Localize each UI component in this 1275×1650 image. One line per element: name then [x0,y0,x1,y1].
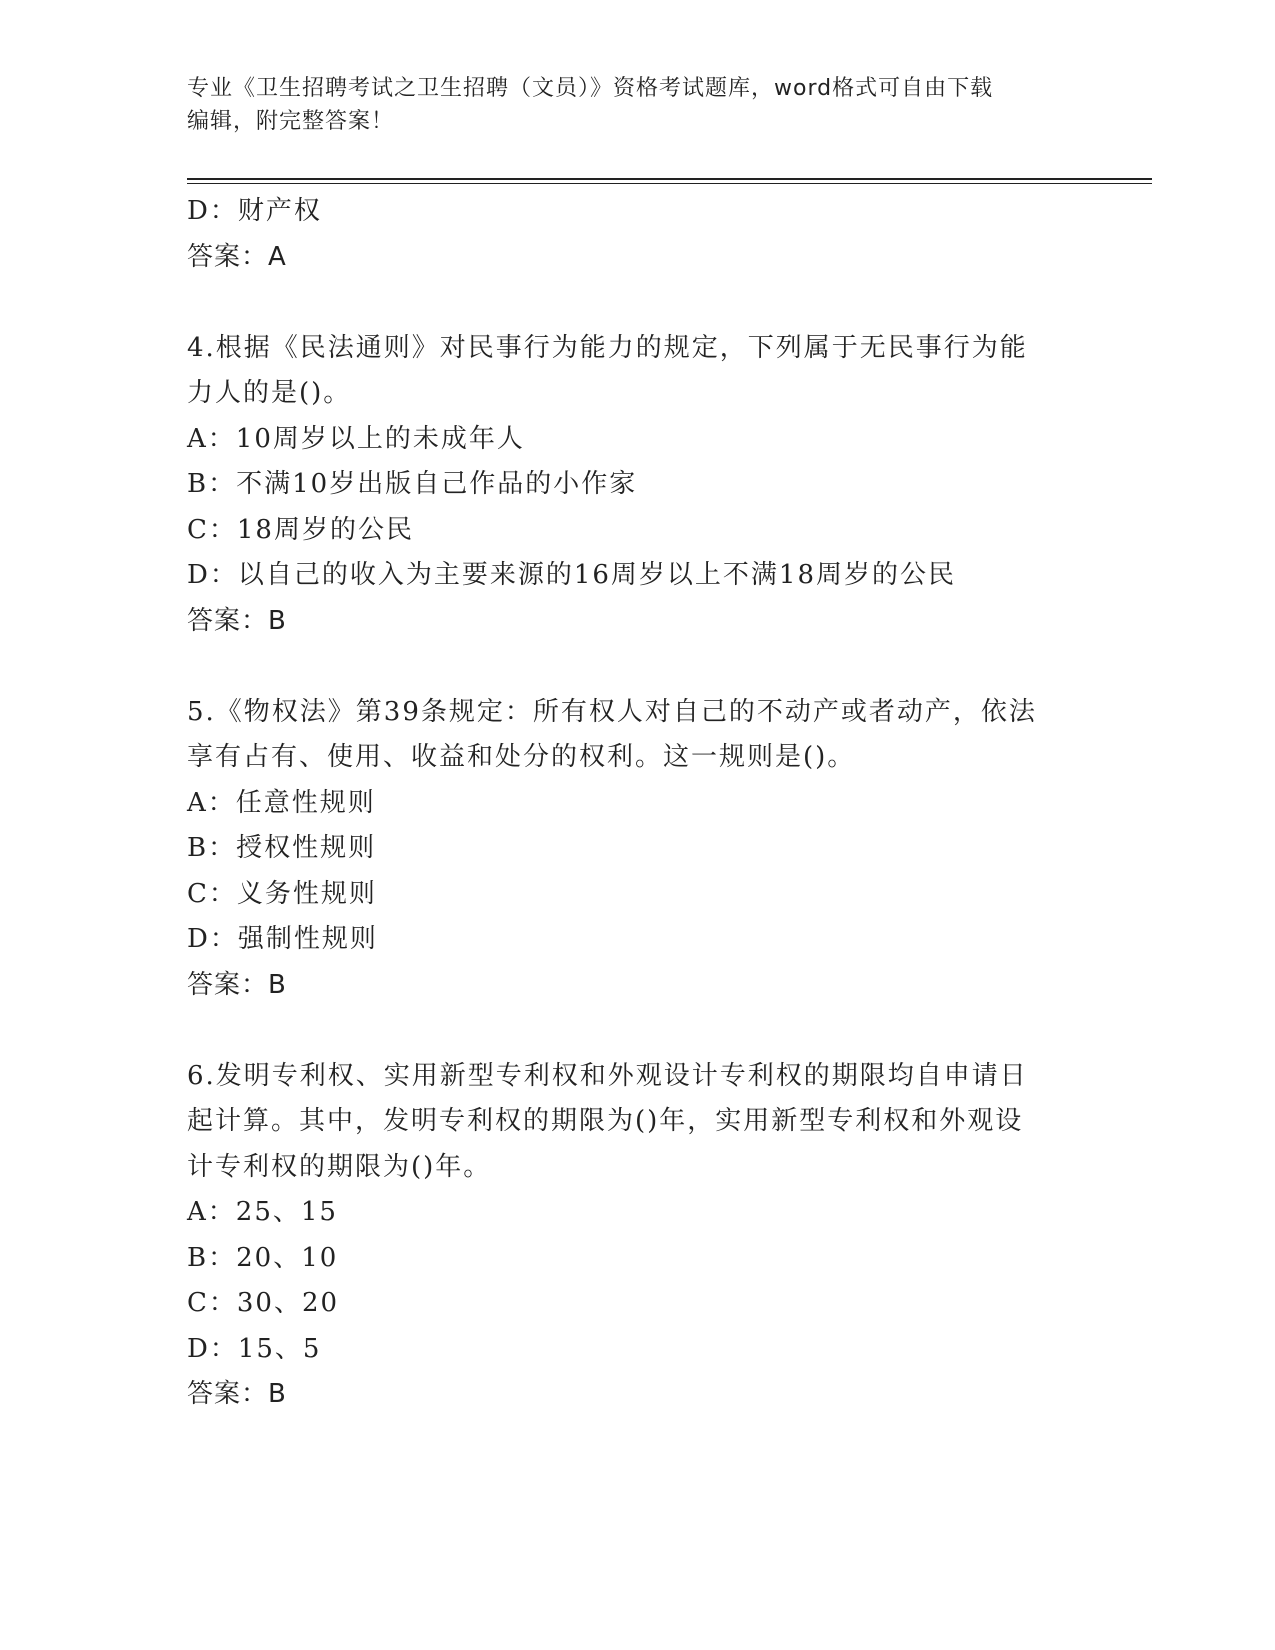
document-header [187,72,1067,138]
header-line-2: 编辑，附完整答案！ [187,109,395,134]
question-spacer [187,280,1087,326]
question-5 [187,690,1087,1009]
question-6 [187,1054,1087,1418]
question-text-line: 力人的是()。 [187,378,352,408]
option-b: B：授权性规则 [187,833,377,863]
option-d: D：15、5 [187,1333,322,1364]
question-text-line: 享有占有、使用、收益和处分的权利。这一规则是()。 [187,742,856,772]
option-a: A：任意性规则 [187,787,376,818]
option-d: D：以自己的收入为主要来源的16周岁以上不满18周岁的公民 [187,560,957,590]
answer-label: 答案：B [187,605,287,636]
answer-label: 答案：A [187,241,287,272]
question-text-line: 起计算。其中，发明专利权的期限为()年，实用新型专利权和外观设 [187,1106,1024,1136]
option-b: B：20、10 [187,1242,339,1273]
option-d: D：财产权 [187,196,322,226]
question-spacer [187,1008,1087,1054]
question-text-line: 4.根据《民法通则》对民事行为能力的规定，下列属于无民事行为能 [187,332,1028,363]
option-c: C：义务性规则 [187,878,377,909]
document-body [187,189,1087,1418]
option-c: C：30、20 [187,1288,340,1318]
answer-label: 答案：B [187,1379,287,1409]
header-divider-thin [187,183,1152,184]
option-d: D：强制性规则 [187,924,378,954]
question-text-line: 计专利权的期限为()年。 [187,1151,492,1182]
answer-label: 答案：B [187,969,287,1000]
header-divider-thick [187,178,1152,180]
question-text-line: 5.《物权法》第39条规定：所有权人对自己的不动产或者动产，依法 [187,696,1037,727]
header-line-1: 专业《卫生招聘考试之卫生招聘（文员）》资格考试题库，word格式可自由下载 [187,76,994,101]
question-spacer [187,644,1087,690]
option-b: B：不满10岁出版自己作品的小作家 [187,469,638,499]
option-a: A：25、15 [187,1197,338,1227]
question-text-line: 6.发明专利权、实用新型专利权和外观设计专利权的期限均自申请日 [187,1060,1028,1091]
previous-question-tail [187,189,1087,280]
option-c: C：18周岁的公民 [187,514,414,545]
option-a: A：10周岁以上的未成年人 [187,423,525,454]
question-4 [187,326,1087,645]
